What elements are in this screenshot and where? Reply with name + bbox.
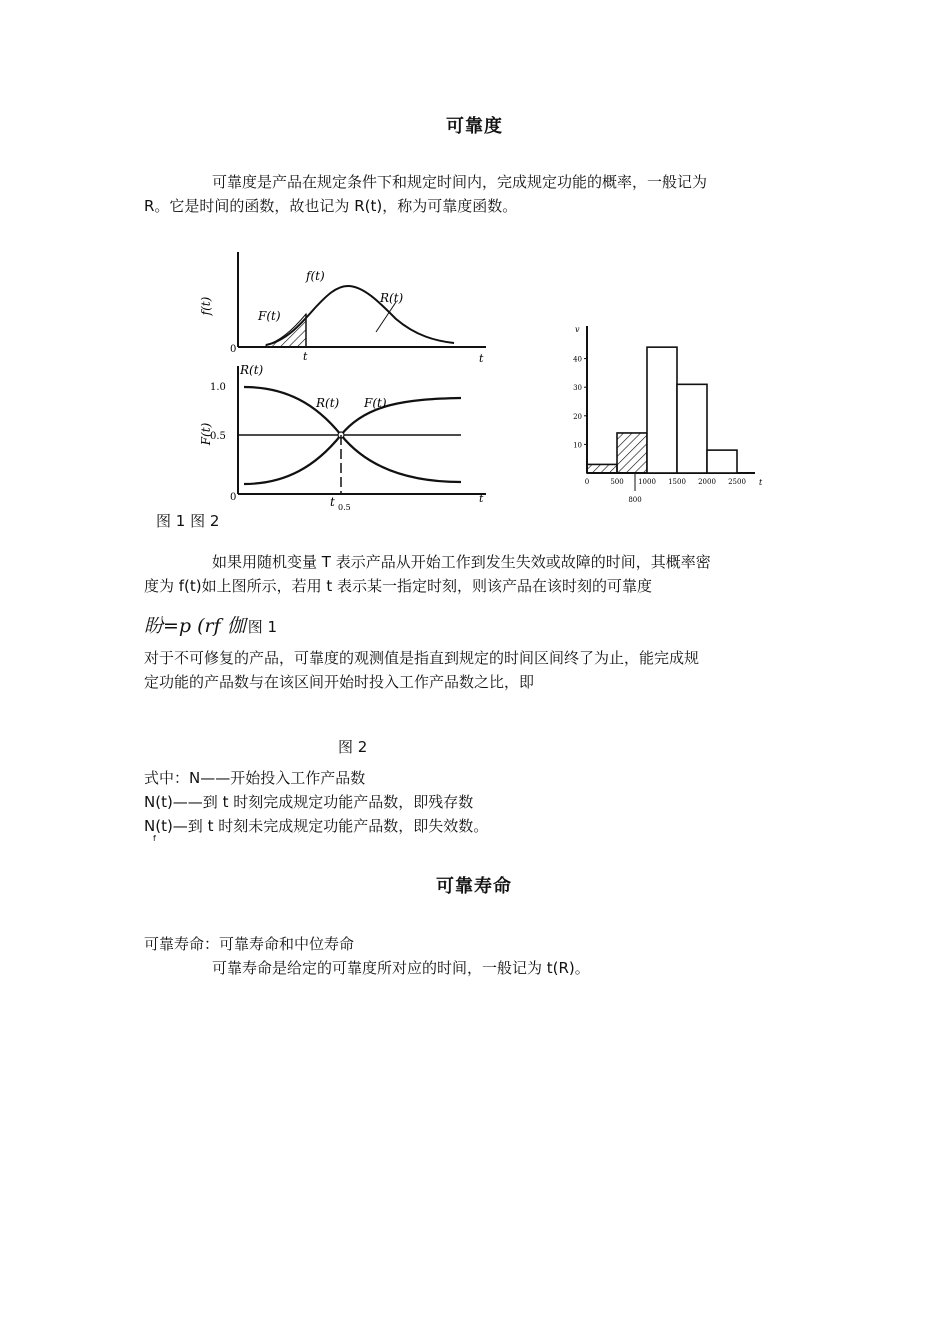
ytick-1-0: 1.0 bbox=[210, 382, 226, 393]
bottom-ylabel: F(t) bbox=[199, 422, 213, 446]
label-f-curve: f(t) bbox=[306, 269, 325, 283]
label-R-tail: R(t) bbox=[380, 291, 404, 305]
hist-xtick-label: 2000 bbox=[698, 478, 716, 486]
figure-2-histogram bbox=[560, 318, 770, 510]
F-curve bbox=[244, 398, 461, 484]
hist-bar bbox=[617, 433, 647, 473]
para1-line2: R。它是时间的函数，故也记为 R(t)，称为可靠度函数。 bbox=[144, 197, 518, 215]
hist-ytick-label: 10 bbox=[573, 441, 582, 450]
hist-xtick-label: 0 bbox=[584, 478, 590, 486]
para3-line1: 对于不可修复的产品，可靠度的观测值是指直到规定的时间区间终了为止，能完成规 bbox=[144, 649, 700, 667]
formula: 盼=p (rf 伽 bbox=[144, 615, 246, 637]
hist-ytick-label: 40 bbox=[573, 355, 582, 364]
x-marker-sub: 0.5 bbox=[338, 503, 351, 512]
label-F-shaded: F(t) bbox=[258, 309, 281, 323]
reliable-life-line2: 可靠寿命是给定的可靠度所对应的时间，一般记为 t(R)。 bbox=[212, 959, 590, 977]
bottom-origin: 0 bbox=[230, 492, 237, 503]
bottom-ylabel-top: R(t) bbox=[240, 363, 264, 377]
top-xlabel: t bbox=[479, 352, 484, 365]
x-marker-t: t bbox=[330, 495, 335, 509]
formula-line bbox=[144, 611, 277, 638]
hist-ytick-label: 30 bbox=[573, 384, 582, 393]
definition-Ns: N(t)——到 t 时刻完成规定功能产品数，即残存数 bbox=[144, 793, 474, 811]
para2-line2: 度为 f(t)如上图所示，若用 t 表示某一指定时刻，则该产品在该时刻的可靠度 bbox=[144, 577, 653, 595]
definition-N: 式中：N——开始投入工作产品数 bbox=[144, 769, 366, 787]
section-title-reliable-life: 可靠寿命 bbox=[436, 876, 512, 897]
hist-bar bbox=[647, 347, 677, 473]
hist-ytick-label: 20 bbox=[573, 412, 582, 421]
hist-ylabel: v bbox=[575, 325, 580, 334]
figure-1-reliability-curves bbox=[196, 244, 506, 512]
hist-xlabel: t bbox=[759, 478, 763, 487]
page-title: 可靠度 bbox=[446, 116, 503, 137]
hist-xtick-label: 2500 bbox=[728, 478, 746, 486]
para3-line2: 定功能的产品数与在该区间开始时投入工作产品数之比，即 bbox=[144, 673, 535, 691]
bottom-xlabel: t bbox=[479, 492, 484, 505]
hist-bar bbox=[677, 384, 707, 473]
figure-caption: 图 1 图 2 bbox=[156, 512, 220, 530]
reliable-life-line1: 可靠寿命：可靠寿命和中位寿命 bbox=[144, 935, 355, 953]
hist-xtick-label: 1000 bbox=[638, 478, 656, 486]
hist-xtick-label: 500 bbox=[610, 478, 624, 486]
ytick-0-5: 0.5 bbox=[210, 431, 226, 442]
para1-line1: 可靠度是产品在规定条件下和规定时间内，完成规定功能的概率，一般记为 bbox=[212, 173, 708, 191]
label-F-bottom: F(t) bbox=[364, 396, 387, 410]
hist-bar bbox=[587, 464, 617, 473]
definition-Nf-subscript: f bbox=[153, 834, 156, 843]
fig2-label: 图 2 bbox=[338, 738, 368, 756]
top-t-marker: t bbox=[303, 350, 308, 363]
hist-marker-label: 800 bbox=[628, 496, 642, 504]
hist-xtick-label: 1500 bbox=[668, 478, 686, 486]
top-origin: 0 bbox=[230, 344, 237, 355]
top-ylabel: f(t) bbox=[199, 296, 213, 316]
formula-ref: 图 1 bbox=[247, 618, 278, 636]
label-R-bottom: R(t) bbox=[316, 396, 340, 410]
hist-bar bbox=[707, 450, 737, 473]
para2-line1: 如果用随机变量 T 表示产品从开始工作到发生失效或故障的时间，其概率密 bbox=[212, 553, 711, 571]
definition-Nf: N(t)—到 t 时刻未完成规定功能产品数，即失效数。 bbox=[144, 817, 489, 835]
